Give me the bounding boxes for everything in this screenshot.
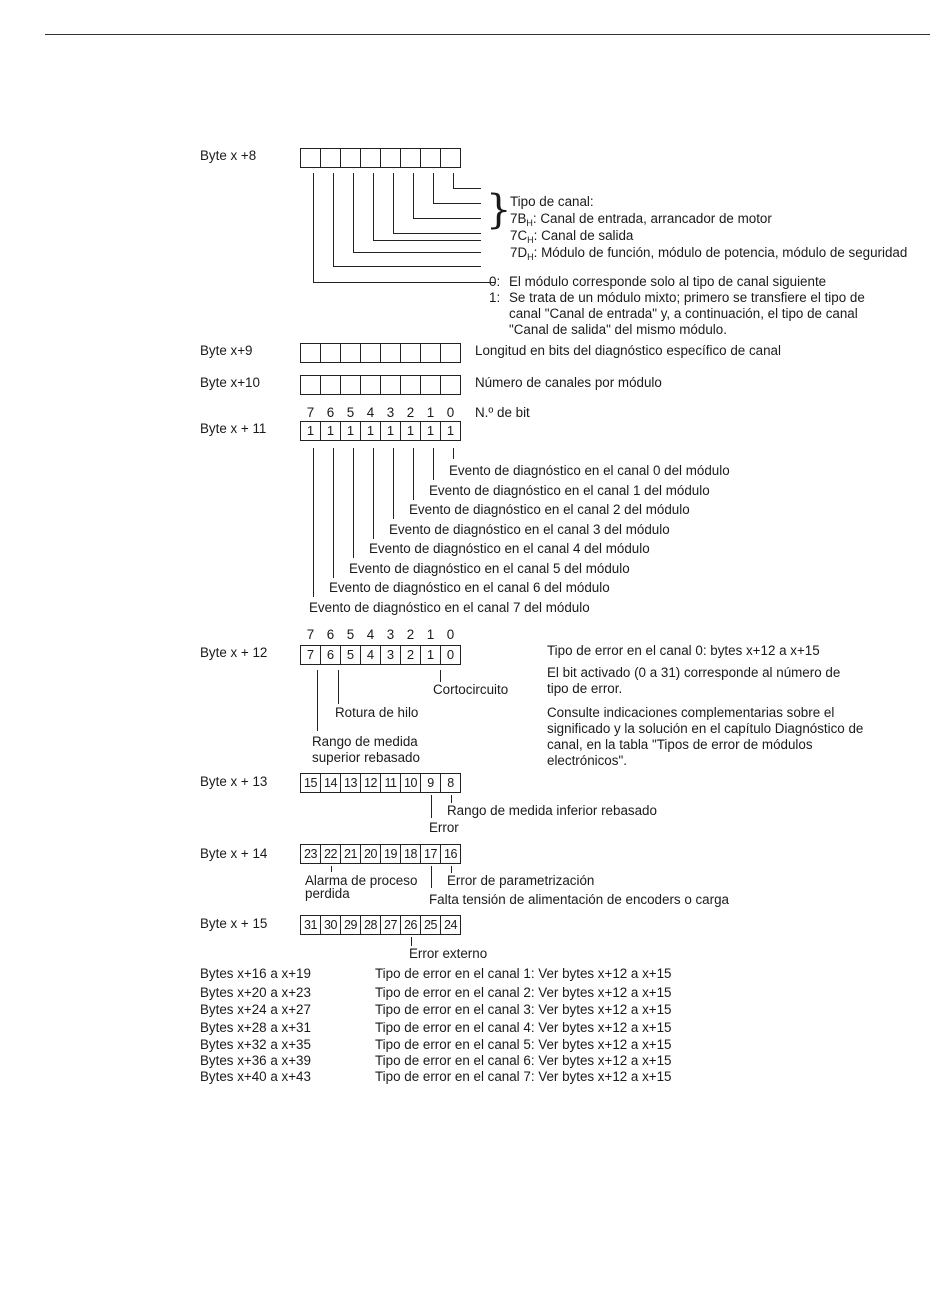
byte10-cell [420,375,441,395]
note-p1-line1: El bit activado (0 a 31) corresponde al número de [547,665,841,680]
param-error-label: Error de parametrización [447,873,595,888]
bit-number: 6 [326,627,335,642]
diag-event-ch4: Evento de diagnóstico en el canal 4 del módulo [369,541,650,556]
byte15-cell: 27 [380,915,401,935]
bit-number: 4 [366,405,375,420]
leader-line [440,670,441,682]
bit7-value-1-num: 1: [489,290,501,305]
byte13-cell: 9 [420,773,441,793]
note-p2-line3: canal, en la tabla "Tipos de error de módulos [547,737,813,752]
byte8-bit2-cell [400,148,421,168]
byte13-cell: 11 [380,773,401,793]
byte14-cell: 23 [300,844,321,864]
byte15-cell: 29 [340,915,361,935]
note-p2-line1: Consulte indicaciones complementarias sobre el [547,705,835,720]
bit7-value-0-text: El módulo corresponde solo al tipo de canal siguiente [509,274,827,289]
leader-line [413,448,414,500]
list-item-bytes: Bytes x+20 a x+23 [200,985,311,1000]
list-item-bytes: Bytes x+36 a x+39 [200,1053,311,1068]
byte10-desc: Número de canales por módulo [475,375,662,390]
leader-line [393,448,394,519]
byte9-label: Byte x+9 [200,343,253,358]
leader-line [317,670,318,731]
byte12-cell: 2 [400,645,421,665]
bit-no-label: N.º de bit [475,405,530,420]
range-under-label: Rango de medida inferior rebasado [447,803,657,818]
header-rule [45,34,930,35]
external-error-label: Error externo [409,946,488,961]
bit-number: 1 [426,405,435,420]
byte14-cell: 17 [420,844,441,864]
list-item-bytes: Bytes x+32 a x+35 [200,1037,311,1052]
leader-line [393,233,481,234]
leader-line [413,173,414,218]
diag-event-ch0: Evento de diagnóstico en el canal 0 del módulo [449,463,730,478]
range-over-label-2: superior rebasado [312,750,420,765]
bit7-value-1-line1: Se trata de un módulo mixto; primero se transfiere el tipo de [509,290,865,305]
leader-line [333,266,481,267]
leader-line [453,173,454,188]
list-item-bytes: Bytes x+24 a x+27 [200,1002,311,1017]
byte13-cell: 15 [300,773,321,793]
channel-type-7b: $7B_H$: Canal de entrada, arrancador de motor [510,211,772,228]
leader-line [333,173,334,266]
bit-number: 3 [386,627,395,642]
bit-number: 5 [346,627,355,642]
list-item-desc: Tipo de error en el canal 7: Ver bytes x+12 a x+15 [375,1069,672,1084]
leader-line [411,937,412,946]
list-item-desc: Tipo de error en el canal 3: Ver bytes x+12 a x+15 [375,1002,672,1017]
byte9-cell [360,343,381,363]
byte14-label: Byte x + 14 [200,846,268,861]
byte15-cell: 26 [400,915,421,935]
leader-line [373,448,374,539]
byte11-cell: 1 [380,421,401,441]
byte13-cell: 13 [340,773,361,793]
list-item-desc: Tipo de error en el canal 5: Ver bytes x+12 a x+15 [375,1037,672,1052]
byte8-bit6-cell [320,148,341,168]
byte11-cell: 1 [340,421,361,441]
list-item-desc: Tipo de error en el canal 4: Ver bytes x+12 a x+15 [375,1020,672,1035]
byte10-label: Byte x+10 [200,375,260,390]
bit-number: 2 [406,627,415,642]
leader-line [453,188,481,189]
leader-line [431,866,432,888]
byte11-cell: 1 [400,421,421,441]
leader-line [313,173,314,282]
byte10-cell [340,375,361,395]
byte9-cell [380,343,401,363]
note-p1-line2: tipo de error. [547,681,623,696]
byte11-cell: 1 [440,421,461,441]
leader-line [353,448,354,558]
byte9-cell [300,343,321,363]
byte10-cell [380,375,401,395]
byte9-cell [400,343,421,363]
leader-line [353,173,354,252]
byte8-bit1-cell [420,148,441,168]
byte11-cell: 1 [320,421,341,441]
leader-line [433,203,481,204]
diag-event-ch5: Evento de diagnóstico en el canal 5 del módulo [349,561,630,576]
list-item-bytes: Bytes x+16 a x+19 [200,966,311,981]
byte13-cell: 14 [320,773,341,793]
byte10-cell [320,375,341,395]
byte9-cell [340,343,361,363]
bit-number: 3 [386,405,395,420]
byte12-cell: 7 [300,645,321,665]
byte8-bit7-cell [300,148,321,168]
byte14-cell: 16 [440,844,461,864]
byte11-cell: 1 [360,421,381,441]
byte15-label: Byte x + 15 [200,916,268,931]
leader-line [413,218,481,219]
error-label: Error [429,820,459,835]
byte11-cell: 1 [420,421,441,441]
leader-line [451,866,452,873]
leader-line [353,252,481,253]
bit-number: 6 [326,405,335,420]
range-over-label-1: Rango de medida [312,734,418,749]
diag-event-ch6: Evento de diagnóstico en el canal 6 del módulo [329,580,610,595]
byte8-bit4-cell [360,148,381,168]
byte14-cell: 19 [380,844,401,864]
leader-line [393,173,394,233]
channel-type-title: Tipo de canal: [510,194,594,209]
byte14-cell: 21 [340,844,361,864]
alarm-lost-label-1: Alarma de proceso [305,873,418,888]
byte12-cell: 3 [380,645,401,665]
list-item-bytes: Bytes x+28 a x+31 [200,1020,311,1035]
wire-break-label: Rotura de hilo [335,705,419,720]
byte15-cell: 25 [420,915,441,935]
note-p2-line2: significado y la solución en el capítulo Diagnóstico de [547,721,864,736]
byte12-label: Byte x + 12 [200,645,268,660]
diag-event-ch2: Evento de diagnóstico en el canal 2 del módulo [409,502,690,517]
alarm-lost-label-2: perdida [305,886,350,901]
byte10-cell [300,375,321,395]
byte15-cell: 24 [440,915,461,935]
leader-line [333,448,334,578]
brace: } [486,187,512,233]
leader-line [373,240,481,241]
leader-line [313,282,495,283]
byte14-cell: 18 [400,844,421,864]
leader-line [451,795,452,803]
byte14-cell: 22 [320,844,341,864]
note-p2-line4: electrónicos". [547,753,627,768]
byte13-cell: 12 [360,773,381,793]
bit-number: 4 [366,627,375,642]
bit-number: 5 [346,405,355,420]
leader-line [433,448,434,480]
bit-number: 1 [426,627,435,642]
short-circuit-label: Cortocircuito [433,682,509,697]
byte9-cell [440,343,461,363]
bit7-value-0-num: 0: [489,274,501,289]
bit-number: 2 [406,405,415,420]
list-item-bytes: Bytes x+40 a x+43 [200,1069,311,1084]
byte13-cell: 10 [400,773,421,793]
channel-type-7d: $7D_H$: Módulo de función, módulo de potencia, módulo de seguridad [510,245,908,262]
byte9-desc: Longitud en bits del diagnóstico específico de canal [475,343,781,358]
diag-event-ch3: Evento de diagnóstico en el canal 3 del módulo [389,522,670,537]
byte15-cell: 30 [320,915,341,935]
byte9-cell [420,343,441,363]
diag-event-ch7: Evento de diagnóstico en el canal 7 del módulo [309,600,590,615]
leader-line [313,448,314,597]
bit-number: 7 [306,405,315,420]
byte11-label: Byte x + 11 [200,421,267,436]
leader-line [373,173,374,240]
bit7-value-1-line2: canal "Canal de entrada" y, a continuación, el tipo de canal [509,306,858,321]
bit7-value-1-line3: "Canal de salida" del mismo módulo. [509,322,727,337]
byte12-cell: 4 [360,645,381,665]
byte10-cell [400,375,421,395]
byte10-cell [360,375,381,395]
list-item-desc: Tipo de error en el canal 6: Ver bytes x+12 a x+15 [375,1053,672,1068]
byte11-cell: 1 [300,421,321,441]
supply-missing-label: Falta tensión de alimentación de encoders o carga [429,892,729,907]
byte8-bit0-cell [440,148,461,168]
byte13-label: Byte x + 13 [200,774,268,789]
byte12-cell: 1 [420,645,441,665]
byte12-cell: 5 [340,645,361,665]
byte8-bit3-cell [380,148,401,168]
list-item-desc: Tipo de error en el canal 1: Ver bytes x+12 a x+15 [375,966,672,981]
channel-type-7c: $7C_H$: Canal de salida [510,228,634,245]
bit-number: 7 [306,627,315,642]
byte14-cell: 20 [360,844,381,864]
leader-line [433,173,434,203]
byte12-cell: 6 [320,645,341,665]
leader-line [453,448,454,459]
bit-number: 0 [446,405,455,420]
channel0-note-title: Tipo de error en el canal 0: bytes x+12 a x+15 [547,643,820,658]
byte9-cell [320,343,341,363]
byte10-cell [440,375,461,395]
byte15-cell: 28 [360,915,381,935]
list-item-desc: Tipo de error en el canal 2: Ver bytes x+12 a x+15 [375,985,672,1000]
byte13-cell: 8 [440,773,461,793]
byte12-cell: 0 [440,645,461,665]
byte15-cell: 31 [300,915,321,935]
leader-line [431,795,432,818]
leader-line [331,866,332,872]
leader-line [338,670,339,704]
byte8-label: Byte x +8 [200,148,257,163]
bit-number: 0 [446,627,455,642]
diag-event-ch1: Evento de diagnóstico en el canal 1 del módulo [429,483,710,498]
byte8-bit5-cell [340,148,361,168]
